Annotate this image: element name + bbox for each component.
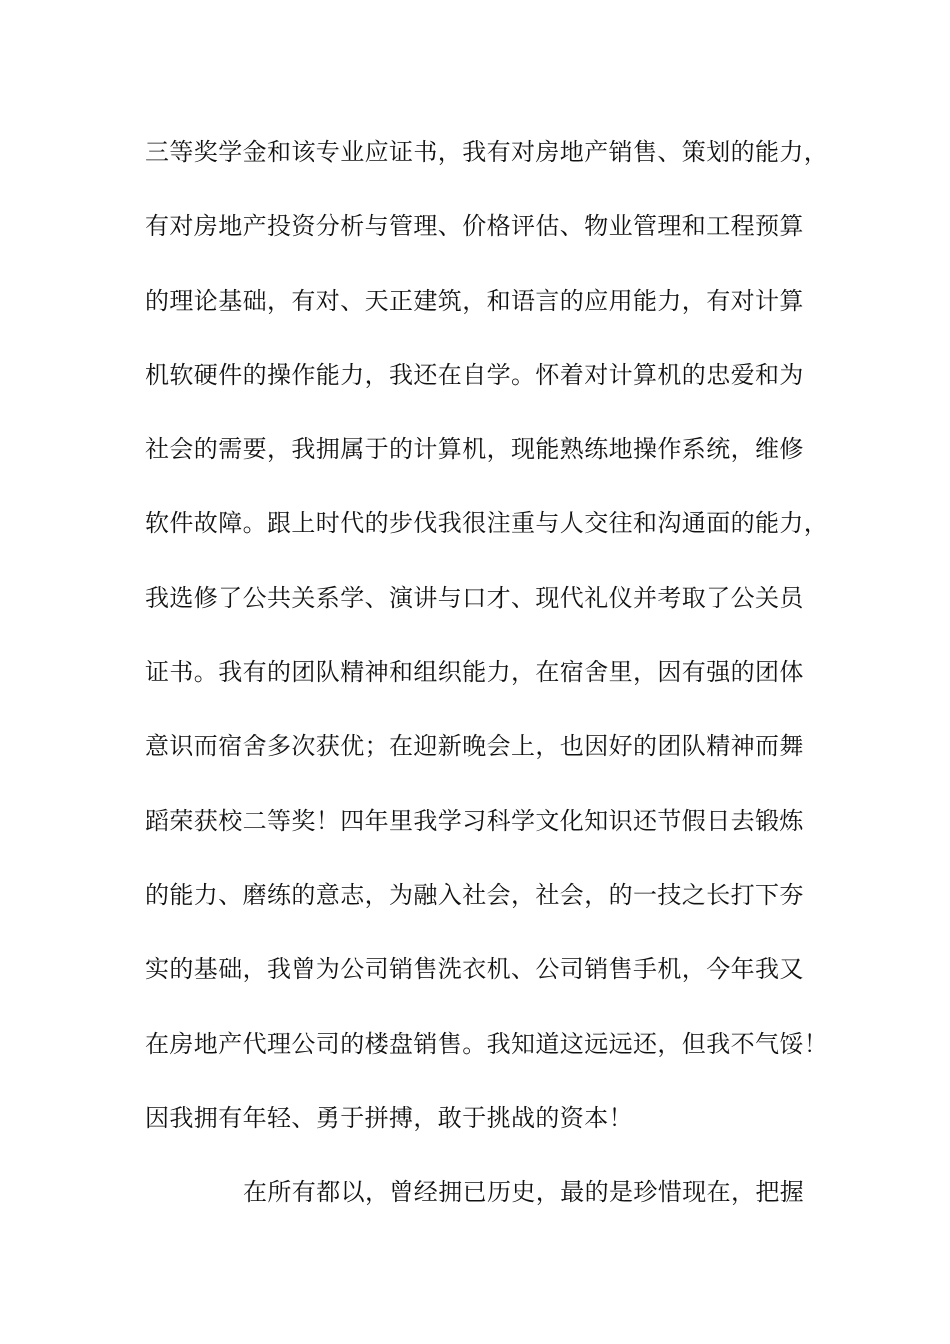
- text-line: 实的基础，我曾为公司销售洗衣机、公司销售手机，今年我又: [145, 955, 804, 984]
- text-line: 我选修了公共关系学、演讲与口才、现代礼仪并考取了公关员: [145, 583, 804, 612]
- text-line: 证书。我有的团队精神和组织能力，在宿舍里，因有强的团体: [145, 658, 804, 687]
- text-line: 有对房地产投资分析与管理、价格评估、物业管理和工程预算: [145, 212, 804, 241]
- text-line: 意识而宿舍多次获优；在迎新晚会上，也因好的团队精神而舞: [145, 732, 804, 761]
- text-line: 的能力、磨练的意志，为融入社会，社会，的一技之长打下夯: [145, 880, 804, 909]
- text-line: 机软硬件的操作能力，我还在自学。怀着对计算机的忠爱和为: [145, 360, 804, 389]
- text-line: 的理论基础，有对、天正建筑，和语言的应用能力，有对计算: [145, 286, 804, 315]
- text-line: 因我拥有年轻、勇于拼搏，敢于挑战的资本！: [145, 1103, 633, 1132]
- text-line: 蹈荣获校二等奖！四年里我学习科学文化知识还节假日去锻炼: [145, 806, 804, 835]
- text-line: 软件故障。跟上时代的步伐我很注重与人交往和沟通面的能力，: [145, 509, 829, 538]
- text-line: 社会的需要，我拥属于的计算机，现能熟练地操作系统，维修: [145, 435, 804, 464]
- paragraph-start-line: 在所有都以，曾经拥已历史，最的是珍惜现在，把握: [243, 1178, 805, 1207]
- document-body: [145, 126, 835, 1240]
- text-line: 三等奖学金和该专业应证书，我有对房地产销售、策划的能力，: [145, 138, 829, 166]
- text-line: 在房地产代理公司的楼盘销售。我知道这远远还，但我不气馁！: [145, 1029, 829, 1058]
